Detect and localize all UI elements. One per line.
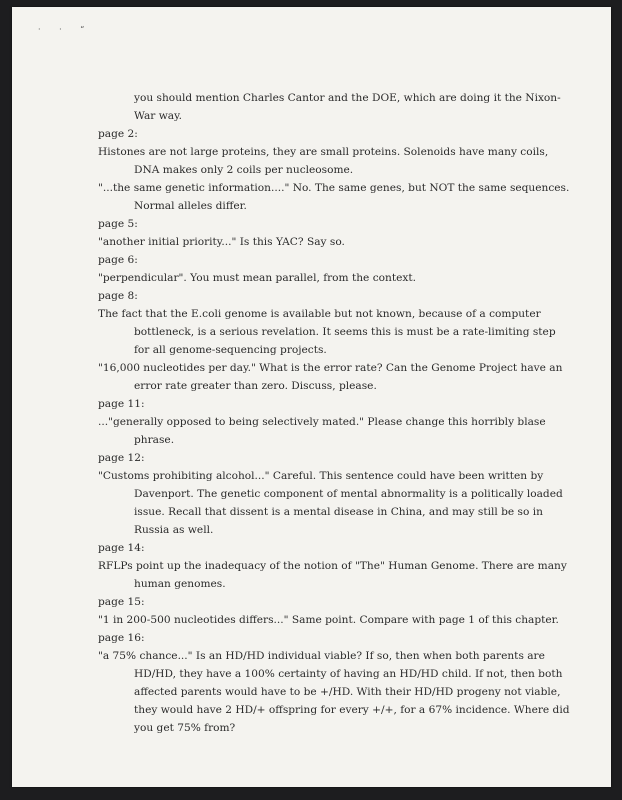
text-line: Russia as well. — [134, 524, 214, 536]
text-line: Davenport. The genetic component of mental abnormality is a politically loaded — [134, 488, 563, 500]
text-line: affected parents would have to be +/HD. With their HD/HD progeny not viable, — [134, 686, 561, 698]
text-line: "...the same genetic information...." No. The same genes, but NOT the same sequences. — [98, 182, 570, 194]
text-line: human genomes. — [134, 578, 226, 590]
text-line: "1 in 200-500 nucleotides differs..." Same point. Compare with page 1 of this chapter. — [98, 614, 559, 626]
text-line: HD/HD, they have a 100% certainty of having an HD/HD child. If not, then both — [134, 668, 563, 680]
text-line: Histones are not large proteins, they are small proteins. Solenoids have many coils, — [98, 146, 549, 158]
text-line: "Customs prohibiting alcohol..." Careful. This sentence could have been written by — [98, 470, 544, 482]
text-line: they would have 2 HD/+ offspring for every +/+, for a 67% incidence. Where did — [134, 704, 570, 716]
page-marks: · · “ — [38, 25, 93, 34]
text-line: page 6: — [98, 254, 138, 266]
text-line: page 2: — [98, 128, 138, 140]
document-text — [98, 89, 570, 737]
text-line: page 15: — [98, 596, 145, 608]
text-line: page 11: — [98, 398, 145, 410]
text-line: you get 75% from? — [134, 722, 236, 734]
text-line: ..."generally opposed to being selectively mated." Please change this horribly blase — [98, 416, 546, 428]
text-line: page 16: — [98, 632, 145, 644]
document-page — [12, 7, 611, 787]
text-line: page 5: — [98, 218, 138, 230]
text-line: error rate greater than zero. Discuss, please. — [134, 380, 377, 392]
text-line: DNA makes only 2 coils per nucleosome. — [134, 164, 354, 176]
text-line: issue. Recall that dissent is a mental disease in China, and may still be so in — [134, 506, 543, 518]
text-line: phrase. — [134, 434, 175, 446]
text-line: RFLPs point up the inadequacy of the notion of "The" Human Genome. There are many — [98, 560, 567, 572]
text-line: The fact that the E.coli genome is available but not known, because of a computer — [98, 308, 541, 320]
text-line: bottleneck, is a serious revelation. It seems this is must be a rate-limiting step — [134, 326, 556, 338]
text-line: "a 75% chance..." Is an HD/HD individual viable? If so, then when both parents are — [98, 650, 545, 662]
text-line: War way. — [134, 110, 183, 122]
text-line: page 8: — [98, 290, 138, 302]
text-line: "perpendicular". You must mean parallel, from the context. — [98, 272, 416, 284]
text-line: you should mention Charles Cantor and the DOE, which are doing it the Nixon- — [134, 92, 561, 104]
text-line: for all genome-sequencing projects. — [134, 344, 327, 356]
text-line: Normal alleles differ. — [134, 200, 247, 212]
text-line: page 14: — [98, 542, 145, 554]
text-line: page 12: — [98, 452, 145, 464]
text-line: "16,000 nucleotides per day." What is the error rate? Can the Genome Project have an — [98, 362, 563, 374]
text-line: "another initial priority..." Is this YAC? Say so. — [98, 236, 345, 248]
